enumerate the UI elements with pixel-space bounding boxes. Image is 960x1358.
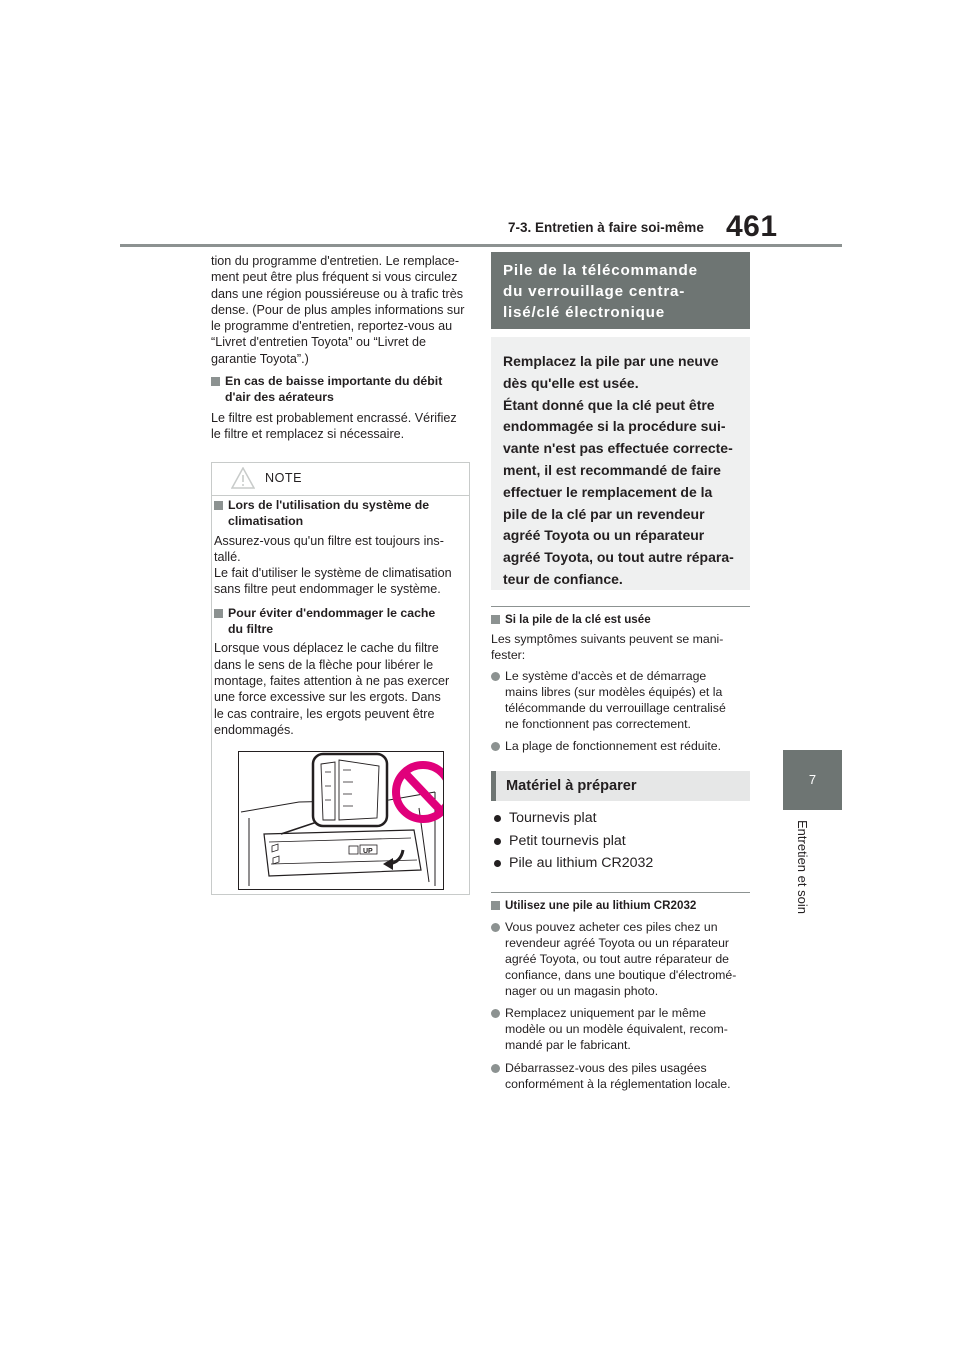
note-label: NOTE	[265, 471, 302, 485]
right-column	[491, 252, 751, 1092]
square-bullet-icon	[214, 609, 223, 618]
header-divider	[120, 244, 842, 247]
left-column	[211, 253, 469, 442]
round-bullet-icon	[491, 672, 500, 681]
tool-item: Tournevis plat	[491, 807, 751, 829]
round-bullet-icon	[491, 742, 500, 751]
tool-item: Petit tournevis plat	[491, 830, 751, 852]
note-box	[211, 462, 470, 895]
square-bullet-icon	[491, 901, 500, 910]
square-bullet-icon	[211, 377, 220, 386]
worn-battery-heading: Si la pile de la clé est usée	[491, 612, 751, 628]
tools-list	[491, 807, 751, 874]
battery-note-item: Vous pouvez acheter ces piles chez un revendeur agréé Toyota ou un réparateur agréé Toyota, ou tout autre réparateur de confiance, dans une boutique d'électromé- nager ou un magasin photo.	[491, 920, 751, 999]
worn-symptom-item: Le système d'accès et de démarrage mains libres (sur modèles équipés) et la télécommande du verrouillage centralisé ne fonctionnent pas correctement.	[491, 669, 751, 732]
cover-paragraph: Lorsque vous déplacez le cache du filtre dans le sens de la flèche pour libérer le montage, faites attention à ne pas exercer une force excessive sur les ergots. Dans le cas contraire, les ergots peuvent être endommagés.	[214, 641, 450, 737]
warning-triangle-icon	[231, 467, 255, 489]
round-bullet-icon	[491, 1064, 500, 1073]
round-bullet-icon	[491, 923, 500, 932]
cover-heading: Pour éviter d'endommager le cache du filtre	[214, 606, 454, 638]
worn-battery-intro: Les symptômes suivants peuvent se mani- fester:	[491, 631, 724, 663]
battery-note-item: Débarrassez-vous des piles usagées conformément à la réglementation locale.	[491, 1061, 751, 1093]
round-bullet-icon	[491, 1009, 500, 1018]
tool-item: Pile au lithium CR2032	[491, 852, 751, 874]
bullet-icon	[494, 815, 501, 822]
square-bullet-icon	[491, 615, 500, 624]
up-marking: UP	[363, 848, 373, 855]
battery-type-heading: Utilisez une pile au lithium CR2032	[491, 898, 751, 914]
airflow-heading: En cas de baisse importante du débit d'air des aérateurs	[211, 374, 469, 406]
bullet-icon	[494, 860, 501, 867]
section-title: 7-3. Entretien à faire soi-même	[508, 220, 704, 235]
divider	[491, 606, 750, 607]
battery-note-item: Remplacez uniquement par le même modèle ou un modèle équivalent, recom- mandé par le fabricant.	[491, 1006, 751, 1053]
chapter-label: Entretien et soin	[795, 820, 810, 914]
filter-cover-illustration	[238, 751, 444, 890]
note-body	[214, 498, 454, 738]
ac-heading: Lors de l'utilisation du système de climatisation	[214, 498, 454, 530]
airflow-paragraph: Le filtre est probablement encrassé. Vérifiez le filtre et remplacez si nécessaire.	[211, 410, 457, 441]
intro-paragraph: tion du programme d'entretien. Le remplace- ment peut être plus fréquent si vous circulez dans une région poussiéreuse ou à trafic très dense. (Pour de plus amples informations sur le programme d'entretien, reportez-vous au “Livret d'entretien Toyota” ou “Livret de garantie Toyota”.)	[211, 254, 465, 366]
chapter-tab[interactable]: 7	[783, 750, 842, 810]
page-number: 461	[726, 210, 778, 243]
bullet-icon	[494, 838, 501, 845]
worn-symptom-item: La plage de fonctionnement est réduite.	[491, 739, 751, 755]
materials-heading: Matériel à préparer	[491, 771, 750, 801]
battery-section-title: Pile de la télécommande du verrouillage centra- lisé/clé électronique	[491, 252, 750, 329]
note-header	[212, 463, 469, 496]
battery-info-box: Remplacez la pile par une neuve dès qu'elle est usée. Étant donné que la clé peut être endommagée si la procédure sui- vante n'est pas effectuée correcte- ment, il est recommandé de faire effectuer le remplacement de la pile de la clé par un revendeur agréé Toyota ou un réparateur agréé Toyota, ou tout autre répara- teur de confiance.	[491, 337, 750, 590]
square-bullet-icon	[214, 501, 223, 510]
ac-paragraph: Assurez-vous qu'un filtre est toujours ins- tallé. Le fait d'utiliser le système de climatisation sans filtre peut endommager le système.	[214, 533, 452, 597]
filter-cover-drawing	[239, 752, 443, 889]
divider	[491, 892, 750, 893]
